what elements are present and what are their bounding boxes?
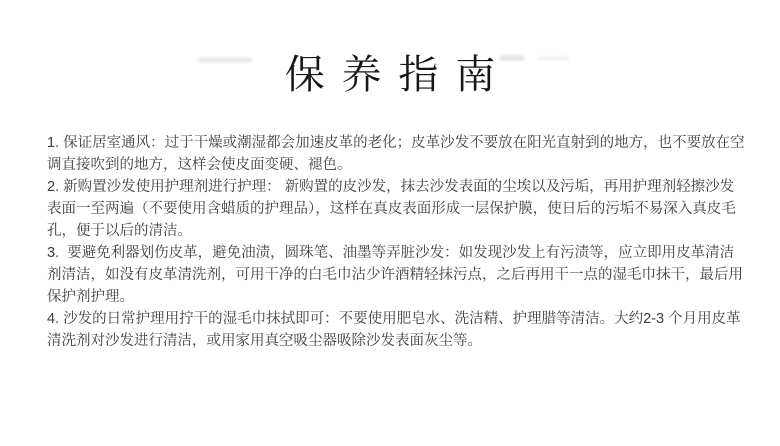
paragraph-ventilation: 1. 保证居室通风：过于干燥或潮湿都会加速皮革的老化；皮革沙发不要放在阳光直射到的地方，也不要放在空调直接吹到的地方，这样会使皮面变硬、褪色。 xyxy=(47,135,745,173)
page-title: 保养指南 xyxy=(284,53,512,97)
guide-paragraphs xyxy=(47,132,747,352)
paragraph-new-sofa-care: 2. 新购置沙发使用护理剂进行护理： 新购置的皮沙发，抹去沙发表面的尘埃以及污垢，再用护理剂轻擦沙发表面一至两遍（不要使用含蜡质的护理品），这样在真皮表面形成一层保护膜，使日后的污垢不易深入真皮毛孔，便于以后的清洁。 xyxy=(47,179,736,239)
paragraph-daily-care: 4. 沙发的日常护理用拧干的湿毛巾抹拭即可：不要使用肥皂水、洗洁精、护理腊等清洁。大约2-3 个月用皮革清洗剂对沙发进行清洁，或用家用真空吸尘器吸除沙发表面灰尘等。 xyxy=(47,311,741,349)
paragraph-avoid-damage: 3. 要避免利器划伤皮革，避免油渍，圆珠笔、油墨等弄脏沙发：如发现沙发上有污渍等，应立即用皮革清洁剂清洁，如没有皮革清洗剂，可用干净的白毛巾沾少许酒精轻抹污点，之后再用干一点的湿毛巾抹干，最后用保护剂护理。 xyxy=(47,245,743,305)
